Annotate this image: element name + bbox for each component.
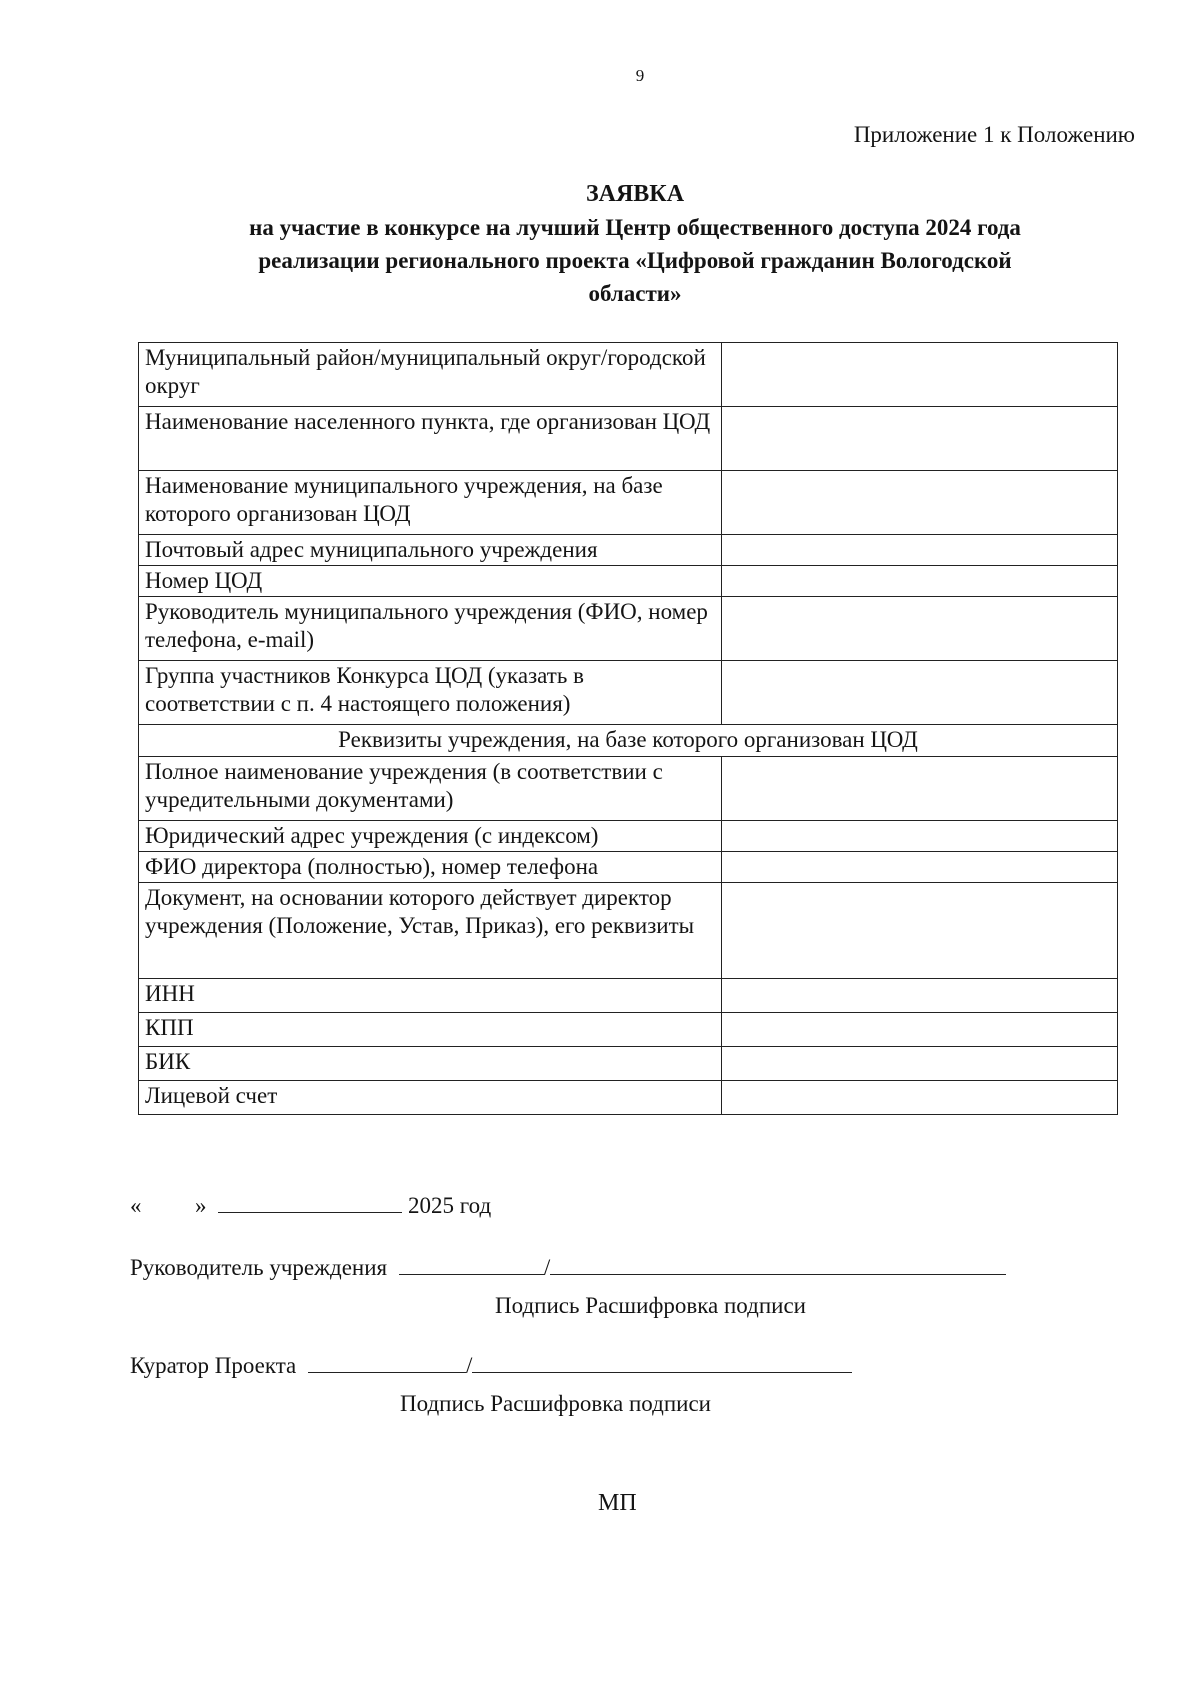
- row-value[interactable]: [722, 597, 1118, 661]
- row-value[interactable]: [722, 343, 1118, 407]
- application-form-table: [138, 342, 1118, 1115]
- row-value[interactable]: [722, 407, 1118, 471]
- page-number: 9: [635, 66, 645, 85]
- head-signature-caption: Подпись Расшифровка подписи: [495, 1293, 806, 1318]
- row-label: Почтовый адрес муниципального учреждения: [139, 535, 722, 566]
- row-label: Наименование муниципального учреждения, на базе которого организован ЦОД: [139, 471, 722, 535]
- date-close-quote: »: [195, 1193, 207, 1218]
- table-row: [139, 757, 1118, 821]
- curator-signature-line: [130, 1352, 852, 1379]
- table-row: [139, 979, 1118, 1013]
- head-signature-line: [130, 1254, 1006, 1281]
- date-year: 2025 год: [408, 1193, 492, 1218]
- row-value[interactable]: [722, 661, 1118, 725]
- title-line-2: на участие в конкурсе на лучший Центр общественного доступа 2024 года: [249, 215, 1021, 240]
- table-row: [139, 821, 1118, 852]
- row-label: ИНН: [139, 979, 722, 1013]
- row-label: Муниципальный район/муниципальный округ/городской округ: [139, 343, 722, 407]
- row-label: Руководитель муниципального учреждения (ФИО, номер телефона, e-mail): [139, 597, 722, 661]
- title-line-4: области»: [588, 281, 682, 306]
- row-label: Документ, на основании которого действует директор учреждения (Положение, Устав, Приказ), его реквизиты: [139, 883, 722, 979]
- table-row: [139, 1013, 1118, 1047]
- head-label: Руководитель учреждения: [130, 1255, 388, 1280]
- row-value[interactable]: [722, 1081, 1118, 1115]
- row-label: Лицевой счет: [139, 1081, 722, 1115]
- row-value[interactable]: [722, 883, 1118, 979]
- table-row: [139, 852, 1118, 883]
- appendix-note: Приложение 1 к Положению: [853, 122, 1135, 147]
- head-signature-blank[interactable]: [399, 1254, 544, 1275]
- curator-separator: /: [465, 1353, 473, 1378]
- row-value[interactable]: [722, 821, 1118, 852]
- stamp-placeholder: МП: [598, 1490, 637, 1516]
- table-row: [139, 1047, 1118, 1081]
- row-label: БИК: [139, 1047, 722, 1081]
- row-label: Номер ЦОД: [139, 566, 722, 597]
- curator-signature-caption: Подпись Расшифровка подписи: [400, 1391, 711, 1416]
- date-line: [130, 1192, 491, 1219]
- head-separator: /: [543, 1255, 551, 1280]
- row-label: Юридический адрес учреждения (с индексом): [139, 821, 722, 852]
- table-row: [139, 597, 1118, 661]
- document-title: [140, 178, 1130, 310]
- table-row: [139, 661, 1118, 725]
- table-row: [139, 566, 1118, 597]
- title-line-3: реализации регионального проекта «Цифровой гражданин Вологодской: [258, 248, 1012, 273]
- row-value[interactable]: [722, 852, 1118, 883]
- row-value[interactable]: [722, 471, 1118, 535]
- head-name-blank[interactable]: [550, 1254, 1006, 1275]
- table-row: [139, 1081, 1118, 1115]
- curator-label: Куратор Проекта: [130, 1353, 297, 1378]
- table-row: [139, 535, 1118, 566]
- title-line-1: ЗАЯВКА: [585, 181, 685, 207]
- section-header: Реквизиты учреждения, на базе которого организован ЦОД: [139, 725, 1118, 757]
- row-label: Группа участников Конкурса ЦОД (указать в соответствии с п. 4 настоящего положения): [139, 661, 722, 725]
- row-value[interactable]: [722, 535, 1118, 566]
- curator-signature-blank[interactable]: [308, 1352, 466, 1373]
- section-row: [139, 725, 1118, 757]
- date-open-quote: «: [130, 1193, 142, 1218]
- month-blank[interactable]: [218, 1192, 402, 1213]
- table-row: [139, 343, 1118, 407]
- row-label: Наименование населенного пункта, где организован ЦОД: [139, 407, 722, 471]
- row-value[interactable]: [722, 979, 1118, 1013]
- day-blank[interactable]: [147, 1193, 189, 1213]
- row-value[interactable]: [722, 1013, 1118, 1047]
- table-row: [139, 471, 1118, 535]
- table-row: [139, 883, 1118, 979]
- row-value[interactable]: [722, 566, 1118, 597]
- table-row: [139, 407, 1118, 471]
- row-label: ФИО директора (полностью), номер телефона: [139, 852, 722, 883]
- row-label: Полное наименование учреждения (в соответствии с учредительными документами): [139, 757, 722, 821]
- row-value[interactable]: [722, 757, 1118, 821]
- row-label: КПП: [139, 1013, 722, 1047]
- curator-name-blank[interactable]: [472, 1352, 852, 1373]
- row-value[interactable]: [722, 1047, 1118, 1081]
